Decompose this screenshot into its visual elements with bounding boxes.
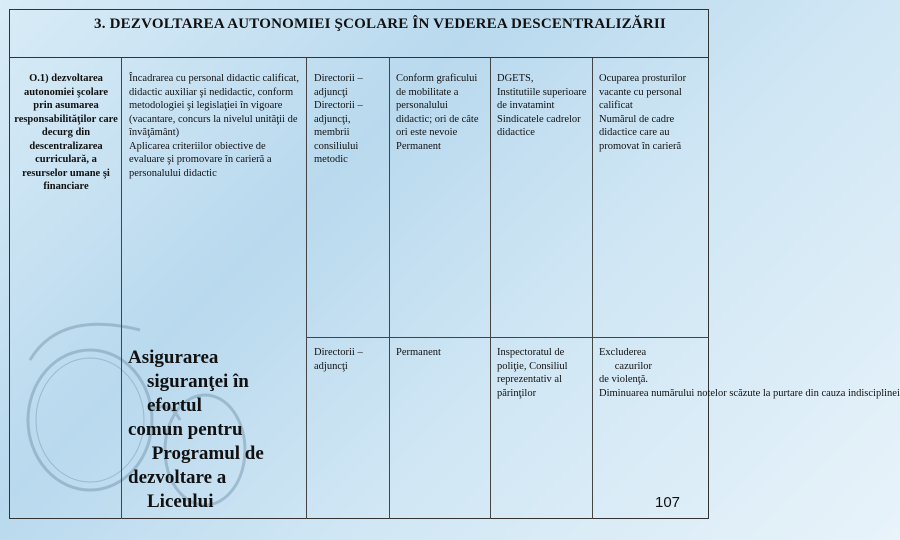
row2-indicators: Excluderea cazurilor de violenţă. Diminuarea numărului notelor scăzute la purtare din cauza indisciplinei [599,347,900,399]
row1-responsible: Directorii – adjuncţi Directorii – adjuncţi, membrii consiliului metodic [314,73,363,165]
row2-deadline: Permanent [396,347,441,358]
row-divider [306,337,709,338]
objective-cell: O.1) dezvoltarea autonomiei şcolare prin asumarea responsabilităţilor care decurg din descentralizarea curriculară, a resurselor umane şi financiare [14,73,118,192]
column-divider [592,58,593,519]
row2-partners: Inspectoratul de poliţie, Consiliul reprezentativ al părinţilor [497,347,568,399]
title-divider [10,57,709,58]
column-divider [490,58,491,519]
section-title: 3. DEZVOLTAREA AUTONOMIEI ŞCOLARE ÎN VEDEREA DESCENTRALIZĂRII [94,16,666,32]
row1-actions: Încadrarea cu personal didactic calificat, didactic auxiliar şi nedidactic, conform metodologiei şi legislaţiei în vigoare (vacantare, concurs la nivelul unităţii de învăţământ) Aplicarea criteriilor obiective de evaluare şi promovare în carieră a personalului didactic [129,73,299,179]
column-divider [121,58,122,519]
page-number: 107 [655,494,681,511]
row2-actions: Asigurarea siguranţei în efortul comun pentru Programul de dezvoltare a Liceului [128,347,264,512]
row1-indicators: Ocuparea prosturilor vacante cu personal calificat Numărul de cadre didactice care au promovat în carieră [599,73,687,152]
row1-deadline: Conform graficului de mobilitate a personalului didactic; ori de câte ori este nevoie Permanent [396,73,479,152]
row1-partners: DGETS, Institutiile superioare de invatamint Sindicatele cadrelor didactice [497,73,587,138]
row2-responsible: Directorii – adjuncţi [314,347,363,372]
column-divider [389,58,390,519]
